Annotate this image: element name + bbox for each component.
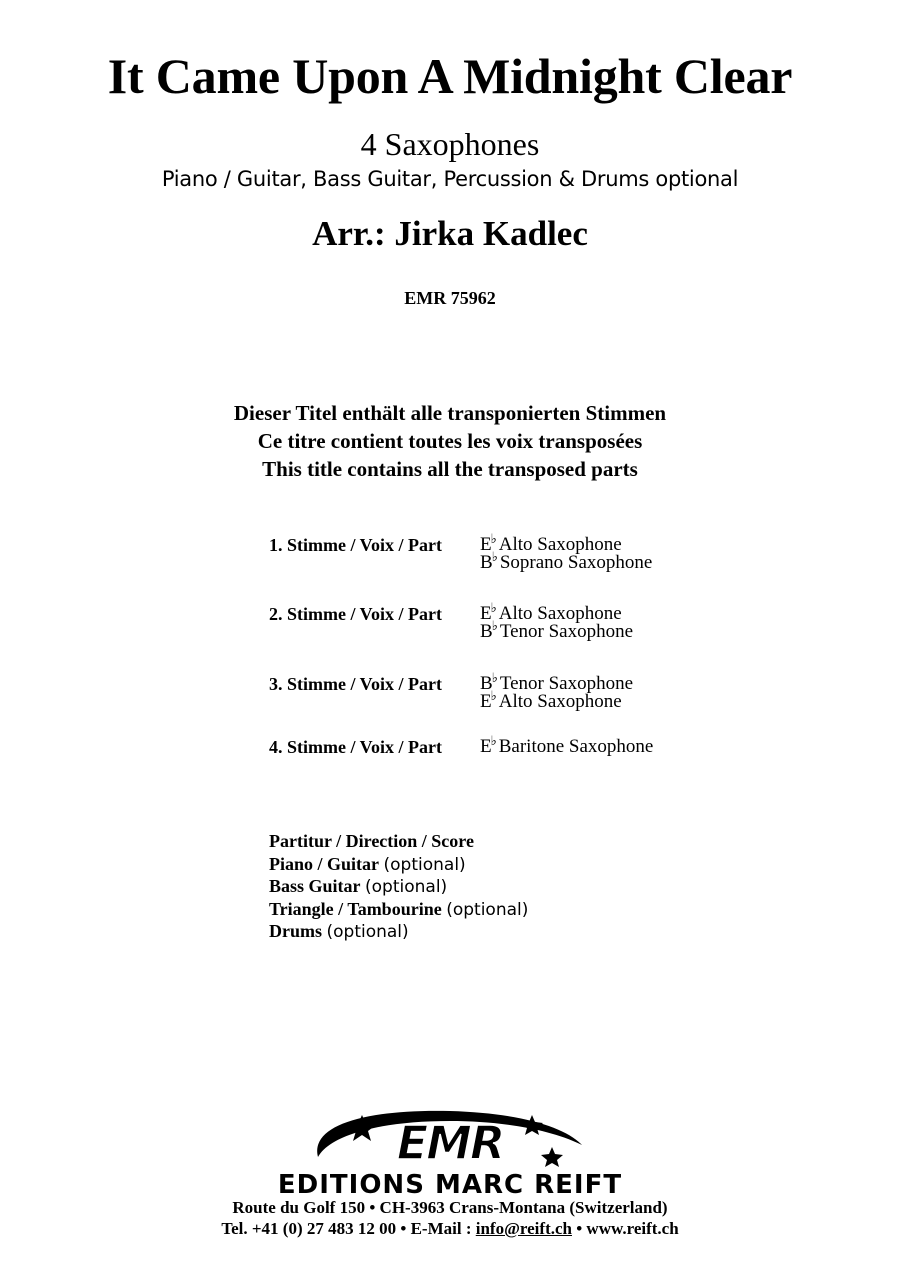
publisher-name: EDITIONS MARC REIFT [277,1170,623,1200]
extra-item [269,875,447,899]
extra-note: (optional) [365,877,448,897]
instrument-key: E [480,534,492,555]
flat-icon: ♭ [490,733,497,748]
instrument-name: Tenor Saxophone [499,621,634,642]
instrumentation-line: Piano / Guitar, Bass Guitar, Percussion & Drums optional [161,167,739,191]
instrument-key: B [480,673,493,694]
subtitle: 4 Saxophones [360,126,540,162]
phone-text: Tel. +41 (0) 27 483 12 00 • E-Mail : [221,1219,476,1238]
part-instrument [480,733,654,757]
part-label: 3. Stimme / Voix / Part [269,674,442,694]
part-instrument [480,688,622,712]
instrument-name: Alto Saxophone [498,534,622,555]
instrument-name: Alto Saxophone [498,691,622,712]
notice-english: This title contains all the transposed parts [262,457,638,481]
instrument-key: E [480,603,492,624]
instrument-name: Tenor Saxophone [499,673,634,694]
part-instrument [480,618,634,642]
instrument-name: Baritone Saxophone [498,736,654,757]
part-label: 4. Stimme / Voix / Part [269,737,442,757]
catalog-number: EMR 75962 [404,288,496,308]
instrument-key: B [480,552,493,573]
notice-french: Ce titre contient toutes les voix transposées [257,429,643,453]
extra-name: Piano / Guitar [269,853,380,874]
extra-item [269,853,466,877]
flat-icon: ♭ [491,549,498,564]
extra-item [269,830,474,853]
logo-text: EMR [396,1116,504,1170]
flat-icon: ♭ [490,688,497,703]
arranger: Arr.: Jirka Kadlec [312,214,588,253]
website-text: • www.reift.ch [571,1219,679,1238]
extra-note: (optional) [326,922,409,942]
flat-icon: ♭ [490,531,497,546]
instrument-key: B [480,621,493,642]
instrument-key: E [480,691,492,712]
publisher-address: Route du Golf 150 • CH-3963 Crans-Montana (Switzerland) [232,1198,668,1217]
page-title: It Came Upon A Midnight Clear [107,48,793,104]
part-instrument [480,549,653,573]
extra-note: (optional) [383,854,466,875]
email-link[interactable]: info@reift.ch [475,1219,572,1238]
extra-name: Triangle / Tambourine [269,898,442,919]
publisher-contact [0,1219,900,1239]
extra-name: Bass Guitar [269,876,361,896]
extra-item [269,898,528,922]
notice-german: Dieser Titel enthält alle transponierten Stimmen [233,401,667,425]
extra-note: (optional) [446,899,529,920]
flat-icon: ♭ [491,618,498,633]
part-label: 2. Stimme / Voix / Part [269,604,442,624]
flat-icon: ♭ [491,670,498,685]
extra-name: Drums [269,921,322,941]
instrument-name: Alto Saxophone [498,603,622,624]
extra-name: Partitur / Direction / Score [269,831,474,851]
flat-icon: ♭ [490,600,497,615]
instrument-key: E [480,736,492,757]
part-label: 1. Stimme / Voix / Part [269,535,442,555]
instrument-name: Soprano Saxophone [499,552,653,573]
extra-item [269,920,409,944]
emr-star-logo-icon [300,1105,600,1175]
